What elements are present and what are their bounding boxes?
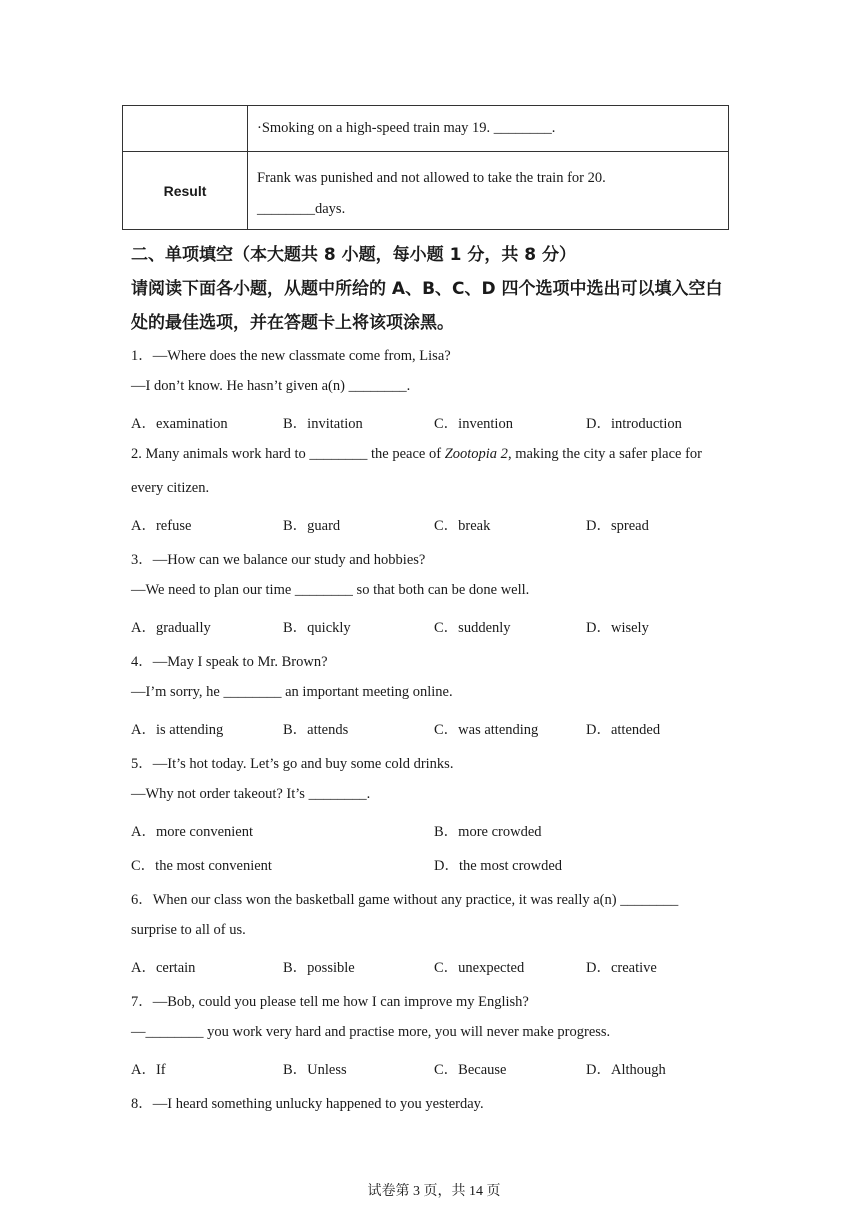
q6-option-a[interactable]: A．certain — [131, 960, 196, 976]
story-table — [122, 105, 729, 230]
q2-option-a[interactable]: A．refuse — [131, 518, 192, 534]
q7-option-d[interactable]: D．Although — [586, 1062, 666, 1078]
q3-option-b[interactable]: B．quickly — [283, 620, 351, 636]
q2-stem — [131, 446, 702, 463]
q5-option-a[interactable]: A．more convenient — [131, 824, 254, 840]
table-row — [123, 152, 729, 230]
q6-option-c[interactable]: C．unexpected — [434, 960, 525, 976]
page-footer: 试卷第 3 页，共 14 页 — [367, 1184, 501, 1199]
q4-option-c[interactable]: C．was attending — [434, 722, 539, 738]
q5-option-d[interactable]: D．the most crowded — [434, 858, 563, 874]
q5-stem: 5．—It’s hot today. Let’s go and buy some cold drinks. — [131, 756, 454, 772]
section-instruction-line-1: 请阅读下面各小题，从题中所给的 A、B、C、D 四个选项中选出可以填入空白 — [131, 279, 723, 299]
q4-reply: —I’m sorry, he ________ an important meeting online. — [131, 684, 453, 700]
section-instruction-line-2: 处的最佳选项，并在答题卡上将该项涂黑。 — [131, 313, 454, 333]
q1-option-d[interactable]: D．introduction — [586, 416, 682, 432]
q6-stem-cont: surprise to all of us. — [131, 922, 246, 938]
q5-reply: —Why not order takeout? It’s ________. — [131, 786, 371, 802]
q2-option-c[interactable]: C．break — [434, 518, 491, 534]
section-title: 二、单项填空（本大题共 8 小题，每小题 1 分，共 8 分） — [131, 245, 576, 265]
table-cell — [248, 152, 729, 230]
q6-option-b[interactable]: B．possible — [283, 960, 355, 976]
q6-stem: 6．When our class won the basketball game without any practice, it was really a(n) ________ — [131, 892, 679, 908]
q7-option-c[interactable]: C．Because — [434, 1062, 507, 1078]
q1-option-a[interactable]: A．examination — [131, 416, 228, 432]
result-line-1: Frank was punished and not allowed to take the train for 20. — [257, 169, 606, 186]
q1-option-c[interactable]: C．invention — [434, 416, 513, 432]
q7-option-b[interactable]: B．Unless — [283, 1062, 347, 1078]
q2-stem-title: Zootopia 2 — [444, 446, 508, 462]
q1-reply: —I don’t know. He hasn’t given a(n) ________. — [131, 378, 411, 394]
q3-option-d[interactable]: D．wisely — [586, 620, 649, 636]
q5-option-c[interactable]: C．the most convenient — [131, 858, 272, 874]
q4-option-b[interactable]: B．attends — [283, 722, 349, 738]
q7-option-a[interactable]: A．If — [131, 1062, 166, 1078]
q3-stem: 3．—How can we balance our study and hobbies? — [131, 552, 426, 568]
table-label-cell-empty — [123, 106, 248, 152]
q4-option-d[interactable]: D．attended — [586, 722, 661, 738]
table-cell: ·Smoking on a high-speed train may 19. ________. — [248, 106, 729, 152]
table-row — [123, 106, 729, 152]
q6-option-d[interactable]: D．creative — [586, 960, 657, 976]
q3-option-a[interactable]: A．gradually — [131, 620, 211, 636]
q2-stem-cont: every citizen. — [131, 480, 210, 496]
q4-option-a[interactable]: A．is attending — [131, 722, 224, 738]
q2-stem-part-2: , making the city a safer place for — [507, 446, 702, 462]
q7-stem: 7．—Bob, could you please tell me how I can improve my English? — [131, 994, 529, 1010]
result-line-2: ________days. — [257, 200, 346, 217]
q5-option-b[interactable]: B．more crowded — [434, 824, 542, 840]
q1-stem: 1．—Where does the new classmate come from, Lisa? — [131, 348, 451, 364]
q2-option-d[interactable]: D．spread — [586, 518, 649, 534]
q2-stem-part-1: 2. Many animals work hard to ________ the peace of — [131, 446, 445, 462]
q4-stem: 4．—May I speak to Mr. Brown? — [131, 654, 328, 670]
q7-reply: —________ you work very hard and practise more, you will never make progress. — [131, 1024, 611, 1040]
q2-option-b[interactable]: B．guard — [283, 518, 341, 534]
table-label-result: Result — [123, 152, 248, 230]
q3-option-c[interactable]: C．suddenly — [434, 620, 511, 636]
q3-reply: —We need to plan our time ________ so that both can be done well. — [131, 582, 530, 598]
q8-stem: 8．—I heard something unlucky happened to you yesterday. — [131, 1096, 484, 1112]
q1-option-b[interactable]: B．invitation — [283, 416, 363, 432]
